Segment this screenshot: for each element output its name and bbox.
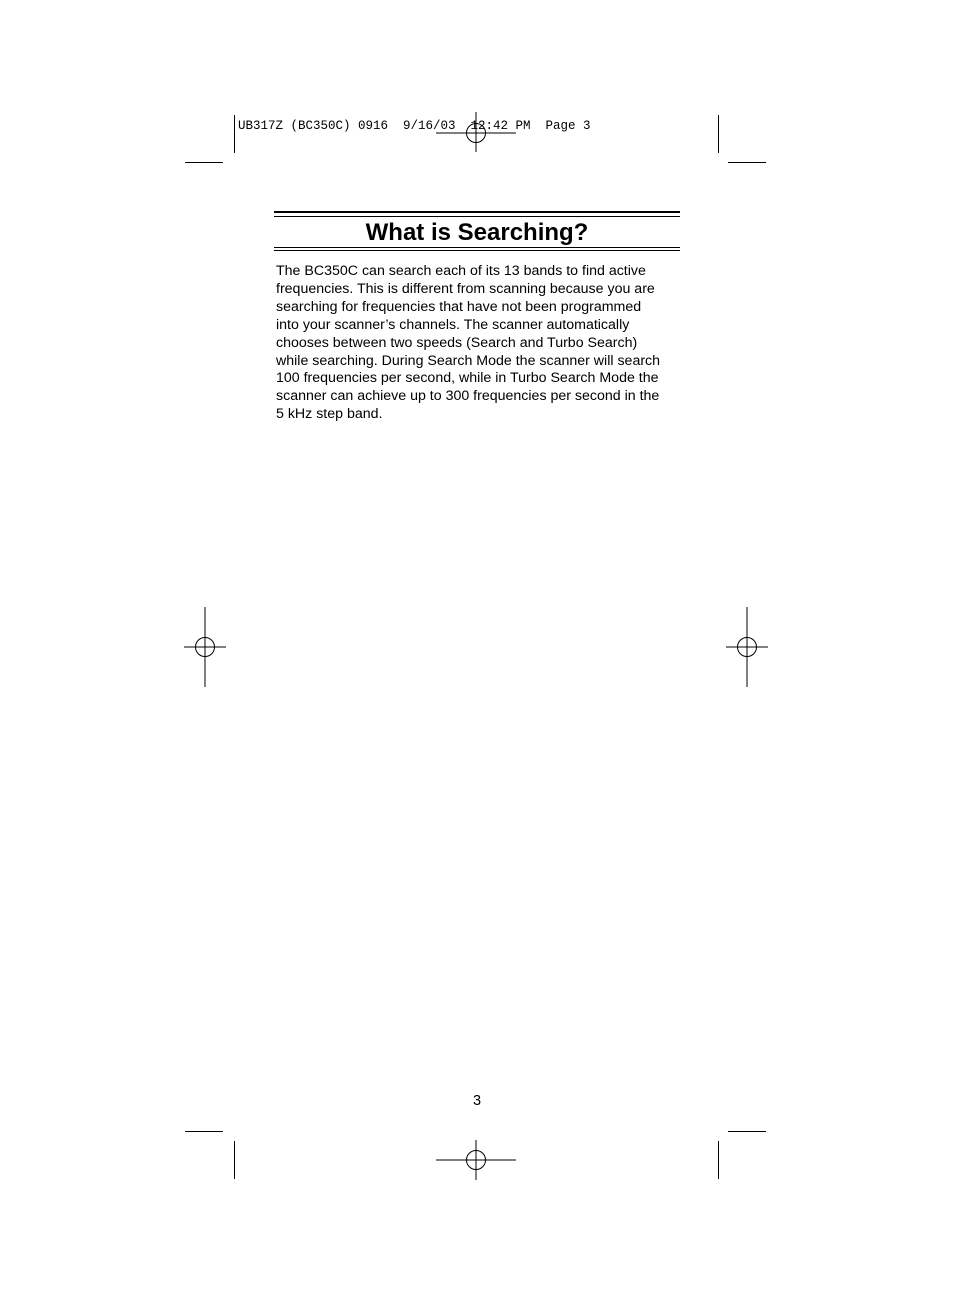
- body-line: scanner can achieve up to 300 frequencies per second in the: [276, 388, 660, 405]
- page-number: 3: [472, 1093, 482, 1109]
- registration-mark-icon: [436, 112, 516, 152]
- body-line: The BC350C can search each of its 13 bands to find active: [276, 263, 646, 279]
- body-line: searching for frequencies that have not been programmed: [276, 298, 642, 315]
- crop-mark-top-right-horizontal: [728, 162, 766, 163]
- crop-mark-top-left-vertical: [234, 115, 235, 153]
- body-line: 100 frequencies per second, while in Turbo Search Mode the: [276, 370, 659, 387]
- registration-mark-icon: [436, 1140, 516, 1180]
- crop-mark-bottom-left-horizontal: [185, 1131, 223, 1132]
- heading-rule-bottom: [274, 247, 680, 248]
- section-heading-block: [274, 211, 680, 251]
- heading-rule-bottom-thin: [274, 250, 680, 251]
- body-line: while searching. During Search Mode the scanner will search: [276, 352, 661, 369]
- body-paragraph: [276, 263, 680, 424]
- body-line: 5 kHz step band.: [276, 406, 383, 423]
- body-line: chooses between two speeds (Search and Turbo Search): [276, 334, 638, 351]
- printer-slug: UB317Z (BC350C) 0916 9/16/03 12:42 PM Page 3: [238, 119, 591, 133]
- body-line: into your scanner’s channels. The scanner automatically: [276, 316, 630, 333]
- body-line: frequencies. This is different from scanning because you are: [276, 280, 655, 297]
- crop-mark-top-left-horizontal: [185, 162, 223, 163]
- heading-rule-top-thick: [274, 211, 680, 213]
- crop-mark-bottom-right-vertical: [718, 1141, 719, 1179]
- crop-mark-bottom-right-horizontal: [728, 1131, 766, 1132]
- crop-mark-bottom-left-vertical: [234, 1141, 235, 1179]
- page-title: What is Searching?: [365, 219, 589, 246]
- registration-mark-icon: [184, 607, 226, 687]
- registration-mark-icon: [726, 607, 768, 687]
- crop-mark-top-right-vertical: [718, 115, 719, 153]
